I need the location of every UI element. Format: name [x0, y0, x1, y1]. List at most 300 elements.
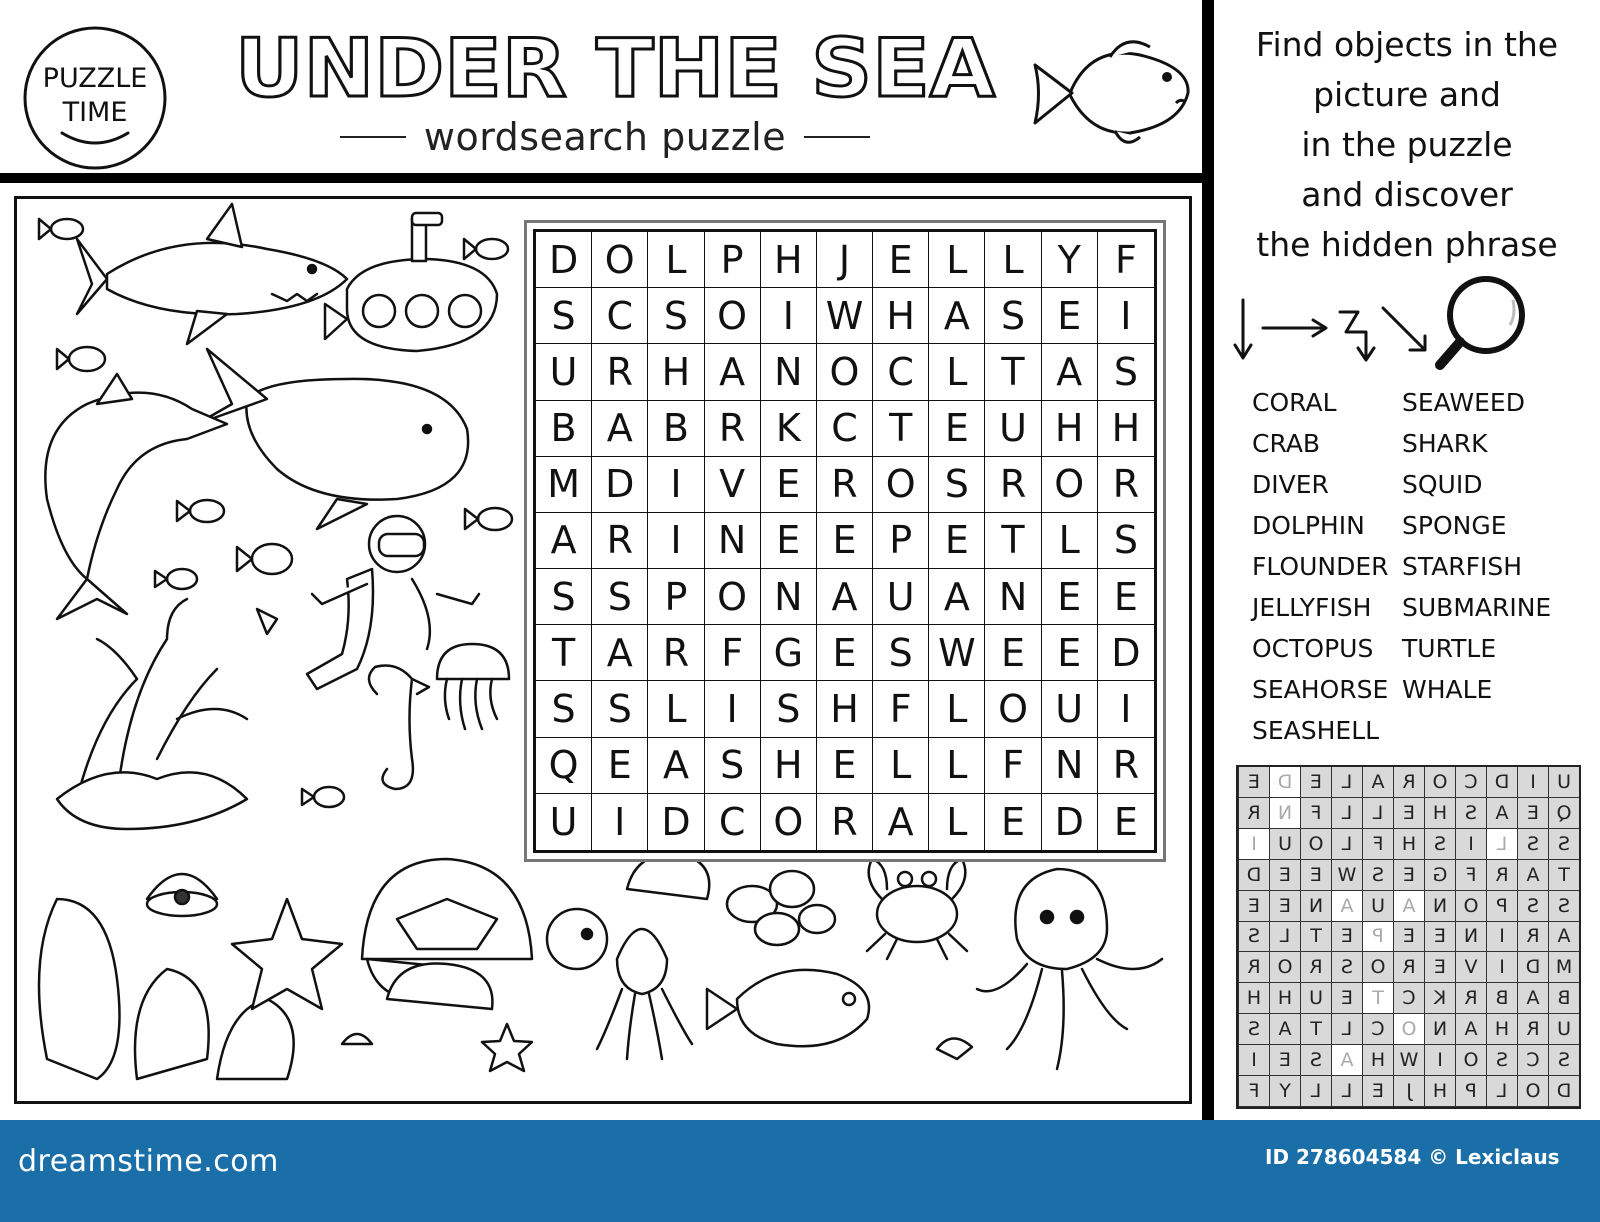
- grid-cell: O: [985, 681, 1041, 737]
- answer-key-cell: S: [1455, 798, 1486, 829]
- answer-key-cell: U: [1269, 829, 1300, 860]
- answer-key-cell: E: [1269, 891, 1300, 922]
- grid-cell: T: [873, 401, 929, 457]
- grid-cell: D: [536, 232, 592, 288]
- answer-key-cell: O: [1517, 1076, 1548, 1107]
- arrow-right-icon: [1263, 320, 1326, 336]
- grid-cell: N: [985, 569, 1041, 625]
- grid-cell: J: [817, 232, 873, 288]
- grid-cell: N: [705, 513, 761, 569]
- direction-icons: [1228, 270, 1538, 370]
- grid-cell: D: [1098, 625, 1154, 681]
- answer-key-cell: N: [1269, 798, 1300, 829]
- answer-key-cell: R: [1455, 983, 1486, 1014]
- answer-key-cell: H: [1424, 1076, 1455, 1107]
- whale-icon: [197, 349, 468, 529]
- grid-cell: D: [648, 794, 704, 850]
- dolphin-icon: [45, 374, 227, 619]
- answer-key-cell: L: [1331, 829, 1362, 860]
- answer-key-cell: A: [1517, 860, 1548, 891]
- answer-key-cell: L: [1486, 1076, 1517, 1107]
- grid-cell: D: [1042, 794, 1098, 850]
- answer-key-cell: D: [1517, 952, 1548, 983]
- answer-key-cell: H: [1424, 798, 1455, 829]
- word-item: DOLPHIN: [1252, 511, 1365, 540]
- answer-key-cell: B: [1548, 983, 1579, 1014]
- subtitle-row: [310, 112, 900, 162]
- answer-key-cell: E: [1300, 767, 1331, 798]
- answer-key-cell: M: [1548, 952, 1579, 983]
- grid-cell: N: [761, 569, 817, 625]
- answer-key-cell: E: [1424, 952, 1455, 983]
- answer-key-cell: S: [1424, 829, 1455, 860]
- grid-cell: E: [817, 738, 873, 794]
- grid-cell: O: [705, 288, 761, 344]
- coral-icon: [57, 599, 247, 829]
- word-item: SEAWEED: [1402, 388, 1525, 417]
- answer-key-cell: Y: [1269, 1076, 1300, 1107]
- answer-key-cell: E: [1393, 860, 1424, 891]
- grid-cell: O: [761, 794, 817, 850]
- grid-cell: F: [873, 681, 929, 737]
- answer-key-cell: O: [1362, 952, 1393, 983]
- grid-cell: S: [648, 288, 704, 344]
- answer-key-cell: A: [1517, 983, 1548, 1014]
- starfish-icon: [232, 899, 342, 1009]
- grid-cell: O: [592, 232, 648, 288]
- seaweed-icon: [39, 899, 294, 1079]
- answer-key-cell: R: [1517, 1014, 1548, 1045]
- grid-cell: A: [929, 569, 985, 625]
- answer-key-cell: D: [1269, 767, 1300, 798]
- word-item: SUBMARINE: [1402, 593, 1552, 622]
- answer-key-cell: I: [1238, 1045, 1269, 1076]
- answer-key-cell: S: [1548, 891, 1579, 922]
- grid-cell: P: [873, 513, 929, 569]
- flounder-icon: [707, 970, 869, 1046]
- shell-icon: [147, 874, 217, 916]
- crab-icon: [867, 859, 967, 959]
- grid-cell: R: [705, 401, 761, 457]
- grid-cell: H: [873, 288, 929, 344]
- title-text: UNDER THE SEA: [235, 22, 996, 113]
- answer-key-cell: E: [1517, 798, 1548, 829]
- answer-key-cell: R: [1393, 767, 1424, 798]
- answer-key-cell: A: [1486, 798, 1517, 829]
- answer-key-cell: T: [1362, 983, 1393, 1014]
- puzzle-time-badge: [22, 25, 168, 171]
- grid-cell: H: [1042, 401, 1098, 457]
- grid-cell: A: [929, 288, 985, 344]
- answer-key-cell: N: [1455, 922, 1486, 953]
- answer-key-cell: R: [1238, 952, 1269, 983]
- grid-cell: S: [536, 288, 592, 344]
- seashell-icon: [937, 1038, 972, 1059]
- grid-cell: L: [929, 232, 985, 288]
- instruction-line: Find objects in the: [1255, 25, 1559, 64]
- answer-key-cell: C: [1362, 1014, 1393, 1045]
- small-fish-icon: [57, 347, 105, 371]
- grid-cell: S: [592, 569, 648, 625]
- answer-key-cell: E: [1393, 798, 1424, 829]
- answer-key-cell: R: [1238, 798, 1269, 829]
- answer-key-cell: H: [1362, 1045, 1393, 1076]
- answer-key-cell: E: [1238, 891, 1269, 922]
- magnifier-icon: [1440, 279, 1522, 365]
- shark-icon: [77, 204, 347, 344]
- answer-key-cell: L: [1331, 1076, 1362, 1107]
- grid-cell: R: [1098, 457, 1154, 513]
- grid-cell: S: [985, 288, 1041, 344]
- grid-cell: F: [1098, 232, 1154, 288]
- grid-cell: E: [761, 457, 817, 513]
- subtitle-left-dash: [340, 136, 406, 138]
- answer-key-cell: C: [1393, 983, 1424, 1014]
- answer-key-cell: S: [1486, 1045, 1517, 1076]
- answer-key-cell: A: [1331, 891, 1362, 922]
- answer-key-cell: L: [1331, 1014, 1362, 1045]
- answer-key-cell: I: [1486, 922, 1517, 953]
- answer-key-cell: S: [1238, 1014, 1269, 1045]
- answer-key-cell: D: [1238, 860, 1269, 891]
- grid-cell: R: [648, 625, 704, 681]
- grid-cell: L: [873, 738, 929, 794]
- grid-cell: I: [705, 681, 761, 737]
- grid-cell: A: [705, 344, 761, 400]
- answer-key-cell: O: [1269, 952, 1300, 983]
- answer-key-cell: D: [1548, 1076, 1579, 1107]
- grid-cell: T: [536, 625, 592, 681]
- answer-key-cell: V: [1455, 952, 1486, 983]
- grid-cell: S: [1098, 513, 1154, 569]
- word-item: CORAL: [1252, 388, 1337, 417]
- grid-cell: E: [1113, 799, 1138, 844]
- answer-key-cell: U: [1300, 983, 1331, 1014]
- answer-key-cell: O: [1455, 1045, 1486, 1076]
- answer-key-cell: I: [1238, 829, 1269, 860]
- answer-key-cell: A: [1548, 922, 1579, 953]
- grid-cell: L: [985, 232, 1041, 288]
- word-item: STARFISH: [1402, 552, 1523, 581]
- answer-key-cell: H: [1393, 829, 1424, 860]
- grid-cell: A: [817, 569, 873, 625]
- grid-cell: O: [873, 457, 929, 513]
- small-fish-icon: [177, 500, 224, 522]
- grid-cell: A: [648, 738, 704, 794]
- footer-image-id: ID 278604584 © Lexiclaus: [1265, 1145, 1560, 1169]
- answer-key-cell: N: [1424, 891, 1455, 922]
- grid-cell: V: [705, 457, 761, 513]
- answer-key-cell: F: [1362, 829, 1393, 860]
- word-item: WHALE: [1402, 675, 1493, 704]
- grid-cell: A: [592, 401, 648, 457]
- answer-key-cell: U: [1362, 891, 1393, 922]
- grid-cell: M: [536, 457, 592, 513]
- answer-key-cell: E: [1238, 767, 1269, 798]
- answer-key-cell: T: [1300, 922, 1331, 953]
- grid-cell: S: [536, 569, 592, 625]
- answer-key-cell: N: [1300, 891, 1331, 922]
- grid-cell: I: [648, 513, 704, 569]
- answer-key-cell: W: [1331, 860, 1362, 891]
- grid-cell: E: [761, 513, 817, 569]
- sponge-icon: [727, 871, 835, 945]
- grid-cell: R: [592, 513, 648, 569]
- grid-cell: E: [817, 513, 873, 569]
- answer-key-cell: T: [1300, 1014, 1331, 1045]
- answer-key-cell: O: [1393, 1014, 1424, 1045]
- answer-key-cell: P: [1486, 891, 1517, 922]
- answer-key-cell: E: [1424, 922, 1455, 953]
- answer-key-cell: E: [1300, 860, 1331, 891]
- grid-cell: E: [873, 232, 929, 288]
- answer-key-cell: S: [1238, 922, 1269, 953]
- answer-key-cell: D: [1486, 767, 1517, 798]
- grid-cell: G: [761, 625, 817, 681]
- answer-key-cell: L: [1300, 1076, 1331, 1107]
- word-item: TURTLE: [1402, 634, 1497, 663]
- grid-cell: U: [1042, 681, 1098, 737]
- panel-divider: [1202, 0, 1214, 1120]
- answer-key-cell: O: [1455, 891, 1486, 922]
- subtitle-right-dash: [804, 136, 870, 138]
- grid-cell: S: [929, 457, 985, 513]
- answer-key-cell: S: [1517, 829, 1548, 860]
- grid-cell: C: [705, 794, 761, 850]
- badge-line1: PUZZLE: [42, 63, 148, 94]
- answer-key-cell: L: [1269, 922, 1300, 953]
- grid-cell: F: [705, 625, 761, 681]
- word-item: SQUID: [1402, 470, 1483, 499]
- grid-cell: L: [929, 344, 985, 400]
- grid-cell: C: [592, 288, 648, 344]
- answer-key-cell: E: [1362, 1076, 1393, 1107]
- grid-cell: C: [873, 344, 929, 400]
- answer-key-grid: [1236, 765, 1581, 1109]
- grid-cell: L: [648, 681, 704, 737]
- grid-cell: A: [873, 794, 929, 850]
- answer-key-cell: B: [1486, 983, 1517, 1014]
- answer-key-cell: A: [1331, 1045, 1362, 1076]
- grid-cell: P: [648, 569, 704, 625]
- answer-key-cell: R: [1393, 952, 1424, 983]
- grid-cell: I: [1098, 288, 1154, 344]
- answer-key-cell: G: [1424, 860, 1455, 891]
- word-item: JELLYFISH: [1252, 593, 1372, 622]
- grid-cell: P: [705, 232, 761, 288]
- word-item: SEASHELL: [1252, 716, 1380, 745]
- grid-cell: C: [817, 401, 873, 457]
- answer-key-cell: H: [1269, 983, 1300, 1014]
- answer-key-cell: L: [1331, 798, 1362, 829]
- answer-key-cell: F: [1455, 860, 1486, 891]
- page-title: [225, 18, 1005, 113]
- grid-cell: O: [705, 569, 761, 625]
- grid-cell: R: [817, 794, 873, 850]
- arrow-down-icon: [1235, 300, 1251, 358]
- word-list: [1252, 388, 1592, 758]
- grid-cell: T: [985, 344, 1041, 400]
- answer-key-cell: I: [1424, 1045, 1455, 1076]
- grid-cell: E: [929, 401, 985, 457]
- small-fish-icon: [237, 544, 292, 574]
- grid-cell: S: [1098, 344, 1154, 400]
- grid-cell: E: [1042, 625, 1098, 681]
- answer-key-cell: P: [1455, 1076, 1486, 1107]
- grid-cell: N: [761, 344, 817, 400]
- grid-cell: Q: [536, 738, 592, 794]
- grid-cell: H: [761, 738, 817, 794]
- squid-icon: [597, 929, 692, 1059]
- seahorse-icon: [369, 666, 429, 790]
- grid-cell: R: [817, 457, 873, 513]
- answer-key-cell: U: [1548, 1014, 1579, 1045]
- jellyfish-icon: [437, 644, 509, 729]
- word-item: CRAB: [1252, 429, 1321, 458]
- answer-key-cell: U: [1548, 767, 1579, 798]
- grid-cell: E: [592, 738, 648, 794]
- grid-cell: R: [592, 344, 648, 400]
- answer-key-cell: A: [1269, 1014, 1300, 1045]
- grid-cell: E: [1042, 569, 1098, 625]
- grid-cell: E: [1098, 569, 1154, 625]
- grid-cell: W: [929, 625, 985, 681]
- grid-cell: N: [1042, 738, 1098, 794]
- answer-key-cell: E: [1269, 1045, 1300, 1076]
- answer-key-cell: I: [1517, 767, 1548, 798]
- grid-cell: A: [536, 513, 592, 569]
- grid-cell: S: [705, 738, 761, 794]
- answer-key-cell: A: [1362, 767, 1393, 798]
- grid-cell: U: [985, 401, 1041, 457]
- grid-cell: H: [648, 344, 704, 400]
- small-fish-icon: [464, 239, 508, 259]
- grid-cell: E: [1042, 288, 1098, 344]
- grid-cell: U: [536, 344, 592, 400]
- footer-logo[interactable]: dreamstime.com: [18, 1144, 279, 1179]
- grid-cell: B: [648, 401, 704, 457]
- instruction-line: and discover: [1301, 175, 1513, 214]
- answer-key-cell: R: [1486, 860, 1517, 891]
- grid-cell: E: [985, 794, 1041, 850]
- answer-key-cell: S: [1300, 1045, 1331, 1076]
- grid-cell: I: [1098, 681, 1154, 737]
- answer-key-cell: A: [1393, 891, 1424, 922]
- instruction-line: in the puzzle: [1301, 125, 1513, 164]
- word-item: SEAHORSE: [1252, 675, 1389, 704]
- grid-cell: O: [1042, 457, 1098, 513]
- grid-cell: A: [592, 625, 648, 681]
- grid-cell: H: [817, 681, 873, 737]
- answer-key-cell: S: [1362, 860, 1393, 891]
- grid-cell: I: [592, 794, 648, 850]
- small-fish-icon: [465, 508, 512, 530]
- badge-line2: TIME: [62, 97, 128, 128]
- arrow-right-down-icon: [1340, 312, 1374, 360]
- answer-key-cell: N: [1424, 1014, 1455, 1045]
- answer-key-cell: H: [1486, 1014, 1517, 1045]
- header-divider: [0, 173, 1214, 183]
- answer-key-cell: Q: [1548, 798, 1579, 829]
- small-fish-icon: [302, 787, 344, 807]
- answer-key-cell: K: [1424, 983, 1455, 1014]
- answer-key-cell: S: [1548, 829, 1579, 860]
- grid-cell: E: [929, 513, 985, 569]
- instruction-line: picture and: [1313, 75, 1501, 114]
- grid-cell: L: [929, 794, 985, 850]
- grid-cell: Y: [1042, 232, 1098, 288]
- grid-cell: B: [536, 401, 592, 457]
- answer-key-cell: S: [1331, 952, 1362, 983]
- answer-key-cell: E: [1331, 922, 1362, 953]
- submarine-icon: [325, 213, 497, 351]
- answer-key-cell: S: [1548, 1045, 1579, 1076]
- grid-cell: E: [817, 625, 873, 681]
- answer-key-cell: H: [1238, 983, 1269, 1014]
- word-item: SHARK: [1402, 429, 1488, 458]
- answer-key-cell: A: [1455, 1014, 1486, 1045]
- grid-cell: U: [536, 794, 592, 850]
- grid-cell: H: [761, 232, 817, 288]
- grid-cell: L: [1042, 513, 1098, 569]
- grid-cell: S: [873, 625, 929, 681]
- grid-cell: S: [592, 681, 648, 737]
- answer-key-cell: P: [1362, 922, 1393, 953]
- subtitle: wordsearch puzzle: [423, 115, 787, 159]
- grid-cell: D: [592, 457, 648, 513]
- grid-cell: T: [985, 513, 1041, 569]
- answer-key-cell: O: [1300, 829, 1331, 860]
- answer-key-cell: T: [1548, 860, 1579, 891]
- grid-cell: L: [648, 232, 704, 288]
- grid-cell: I: [761, 288, 817, 344]
- grid-cell: I: [648, 457, 704, 513]
- answer-key-cell: C: [1517, 1045, 1548, 1076]
- word-item: SPONGE: [1402, 511, 1507, 540]
- answer-key-cell: J: [1393, 1076, 1424, 1107]
- grid-cell: K: [761, 401, 817, 457]
- grid-cell: U: [873, 569, 929, 625]
- answer-key-cell: E: [1269, 860, 1300, 891]
- answer-key-cell: F: [1300, 798, 1331, 829]
- answer-key-cell: O: [1424, 767, 1455, 798]
- grid-cell: H: [1098, 401, 1154, 457]
- instruction-line: the hidden phrase: [1256, 225, 1558, 264]
- grid-cell: E: [985, 625, 1041, 681]
- grid-cell: A: [1042, 344, 1098, 400]
- answer-key-cell: L: [1362, 798, 1393, 829]
- seashell-icon: [342, 1034, 372, 1044]
- grid-cell: S: [536, 681, 592, 737]
- fish-icon: [1030, 25, 1190, 160]
- word-item: FLOUNDER: [1252, 552, 1389, 581]
- answer-key-cell: I: [1486, 952, 1517, 983]
- grid-cell: L: [929, 681, 985, 737]
- answer-key-cell: E: [1331, 983, 1362, 1014]
- grid-cell: R: [1098, 738, 1154, 794]
- grid-cell: L: [929, 738, 985, 794]
- answer-key-cell: I: [1455, 829, 1486, 860]
- word-item: DIVER: [1252, 470, 1329, 499]
- answer-key-cell: F: [1238, 1076, 1269, 1107]
- grid-cell: O: [817, 344, 873, 400]
- answer-key-cell: E: [1393, 922, 1424, 953]
- small-fish-icon: [155, 569, 197, 589]
- word-item: OCTOPUS: [1252, 634, 1374, 663]
- grid-cell: R: [985, 457, 1041, 513]
- answer-key-cell: W: [1393, 1045, 1424, 1076]
- wordsearch-grid: [533, 229, 1157, 853]
